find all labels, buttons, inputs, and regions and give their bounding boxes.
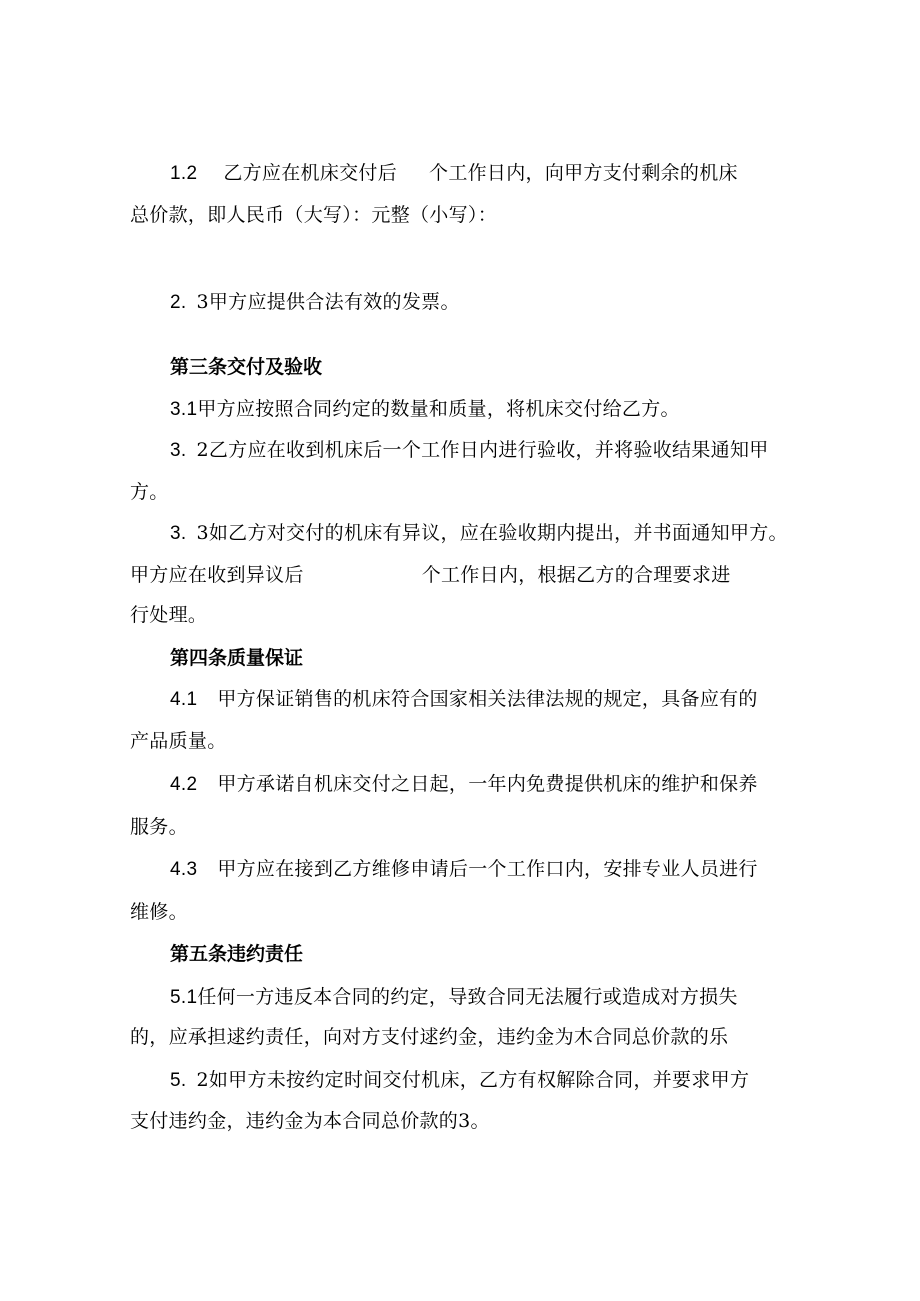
- clause-text: 甲方应在接到乙方维修申请后一个工作口内，安排专业人员进行: [217, 858, 758, 880]
- clause-4-1-line-1: [170, 687, 758, 712]
- clause-text-continued: 个工作日内，根据乙方的合理要求进: [421, 564, 731, 586]
- clause-number: 2.: [170, 292, 187, 313]
- clause-3-2-line-1: [170, 438, 769, 463]
- clause-text-continued: 个工作日内，向甲方支付剩余的机床: [429, 162, 738, 184]
- clause-1-2-line-1: [170, 161, 738, 186]
- heading-text: 第三条交付及验收: [170, 356, 323, 378]
- clause-number: 4.2: [170, 774, 198, 795]
- heading-text: 第五条违约责任: [170, 943, 304, 965]
- article-3-heading: [170, 355, 322, 379]
- clause-4-1-line-2: [130, 729, 227, 753]
- clause-number: 4.1: [170, 689, 198, 710]
- heading-text: 第四条质量保证: [170, 647, 304, 669]
- clause-number: 5.: [170, 1070, 187, 1091]
- clause-2-3-line-1: [170, 290, 460, 315]
- clause-text: 维修。: [130, 901, 188, 923]
- clause-text: 乙方应在机床交付后: [223, 162, 398, 184]
- clause-text: 总价款，即人民币（大写）：元整（小写）：: [130, 204, 498, 226]
- article-4-heading: [170, 646, 303, 670]
- clause-text: 甲方保证销售的机床符合国家相关法律法规的规定，具备应有的: [217, 688, 758, 710]
- clause-5-1-line-1: [170, 985, 738, 1010]
- clause-text: 甲方承诺自机床交付之日起，一年内免费提供机床的维护和保养: [217, 773, 758, 795]
- clause-text: 甲方应按照合同约定的数量和质量，将机床交付给乙方。: [197, 398, 680, 420]
- clause-text: 2如甲方未按约定时间交付机床，乙方有权解除合同，并要求甲方: [196, 1069, 750, 1091]
- clause-number: 5.1: [170, 987, 198, 1008]
- clause-4-2-line-1: [170, 772, 758, 797]
- clause-3-3-line-1: [170, 521, 788, 546]
- clause-number: 1.2: [170, 163, 198, 184]
- clause-number: 3.: [170, 523, 187, 544]
- clause-text: 支付违约金，违约金为本合同总价款的3。: [130, 1110, 490, 1132]
- clause-text: 甲方应在收到异议后: [130, 564, 304, 586]
- clause-text: 任何一方违反本合同的约定，导致合同无法履行或造成对方损失: [197, 986, 738, 1008]
- clause-number: 3.: [170, 440, 187, 461]
- clause-4-2-line-2: [130, 815, 188, 839]
- clause-4-3-line-2: [130, 900, 188, 924]
- clause-3-1-line-1: [170, 397, 680, 422]
- clause-3-2-line-2: [130, 480, 169, 504]
- clause-3-3-line-3: [130, 603, 207, 627]
- clause-text: 2乙方应在收到机床后一个工作日内进行验收，并将验收结果通知甲: [196, 439, 769, 461]
- clause-text: 的，应承担逑约责任，向对方支付逑约金，违约金为木合同总价款的乐: [130, 1026, 729, 1048]
- clause-5-1-line-2: [130, 1025, 728, 1049]
- clause-5-2-line-2: [130, 1109, 490, 1133]
- clause-number: 4.3: [170, 859, 198, 880]
- article-5-heading: [170, 942, 303, 966]
- clause-1-2-line-2: [130, 203, 497, 227]
- clause-3-3-line-2: [130, 563, 731, 587]
- clause-number: 3.1: [170, 399, 198, 420]
- clause-text: 行处理。: [130, 604, 208, 626]
- clause-text: 方。: [130, 481, 169, 503]
- clause-text: 3甲方应提供合法有效的发票。: [196, 291, 460, 313]
- clause-text: 3如乙方对交付的机床有异议，应在验收期内提出，并书面通知甲方。: [196, 522, 788, 544]
- clause-5-2-line-1: [170, 1068, 749, 1093]
- clause-4-3-line-1: [170, 857, 758, 882]
- clause-text: 产品质量。: [130, 730, 227, 752]
- clause-text: 服务。: [130, 816, 188, 838]
